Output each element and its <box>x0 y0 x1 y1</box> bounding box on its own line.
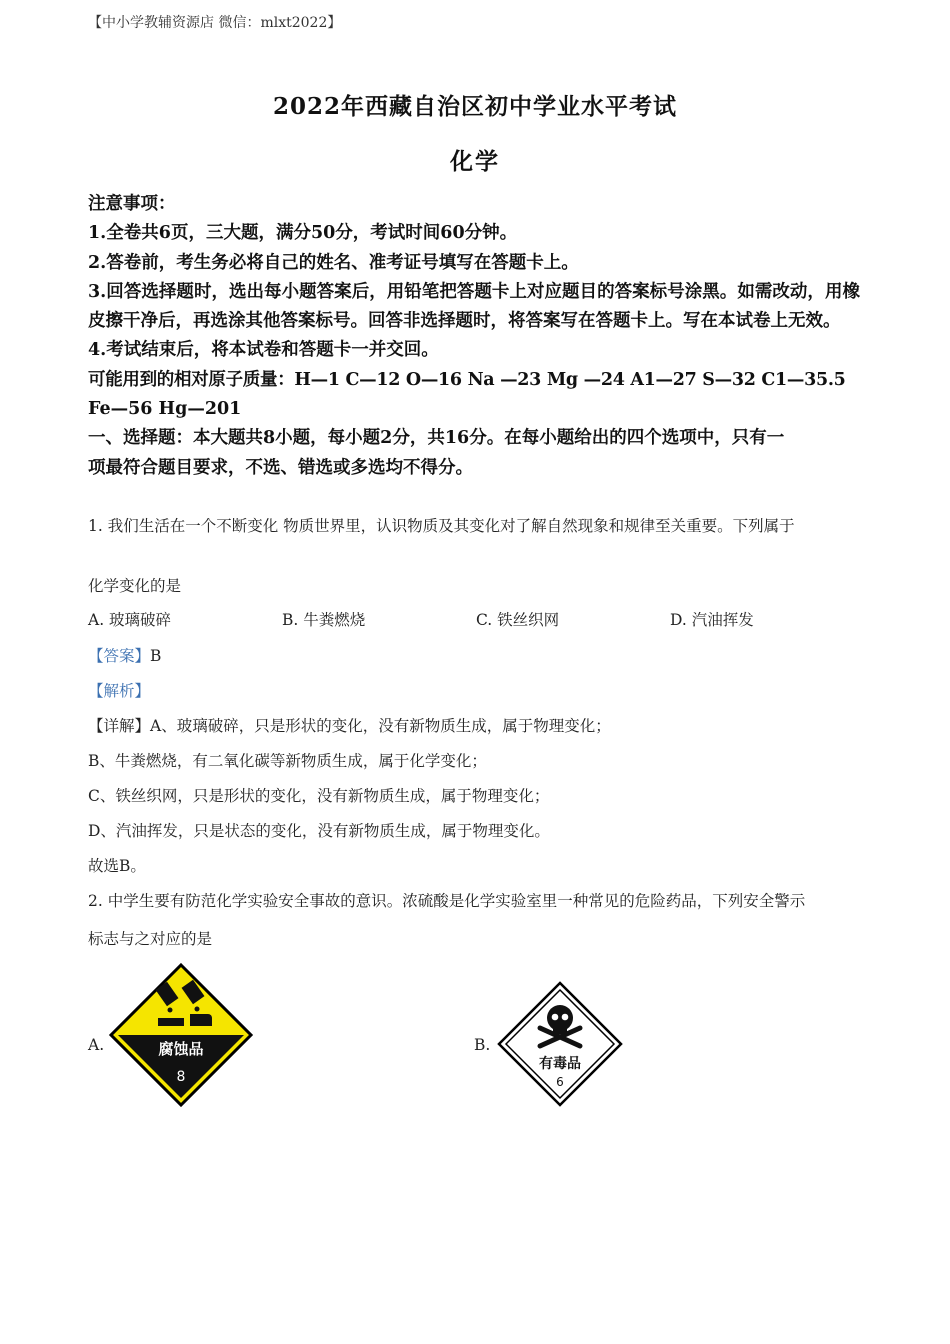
section-instruction-line-2: 项最符合题目要求，不选、错选或多选均不得分。 <box>88 457 473 478</box>
q1-option-b[interactable]: B. 牛粪燃烧 <box>282 611 366 629</box>
q1-detail-line-3: C、铁丝织网，只是形状的变化，没有新物质生成，属于物理变化； <box>88 787 550 805</box>
q1-option-c[interactable]: C. 铁丝织网 <box>476 611 560 629</box>
q2-option-a-label[interactable]: A. <box>88 1036 105 1054</box>
note-item-4: 4.考试结束后，将本试卷和答题卡一并交回。 <box>88 340 439 361</box>
q1-option-d[interactable]: D. 汽油挥发 <box>670 611 754 629</box>
corrosive-sign-number: 8 <box>176 1069 186 1085</box>
exam-title: 2022年西藏自治区初中学业水平考试 <box>272 93 677 120</box>
q1-conclusion: 故选B。 <box>88 857 146 875</box>
q1-option-a[interactable]: A. 玻璃破碎 <box>88 611 172 629</box>
q2-stem-line-1: 2. 中学生要有防范化学实验安全事故的意识。浓硫酸是化学实验室里一种常见的危险药品，下列安全警示 <box>88 892 806 910</box>
note-item-1: 1.全卷共6页，三大题，满分50分，考试时间60分钟。 <box>88 223 518 244</box>
corrosive-sign-text: 腐蚀品 <box>158 1040 204 1058</box>
q1-answer <box>88 644 161 666</box>
q1-stem-line-2: 化学变化的是 <box>88 577 182 595</box>
notes-heading: 注意事项： <box>88 194 176 214</box>
detail-text-a: A、玻璃破碎，只是形状的变化，没有新物质生成，属于物理变化； <box>150 717 611 735</box>
q1-stem-line-1: 1. 我们生活在一个不断变化 物质世界里，认识物质及其变化对了解自然现象和规律至关重要。下列属于 <box>88 517 795 535</box>
corrosive-sign[interactable] <box>108 962 254 1108</box>
q1-detail-line-2: B、牛粪燃烧，有二氧化碳等新物质生成，属于化学变化； <box>88 752 487 770</box>
note-item-3: 3.回答选择题时，选出每小题答案后，用铅笔把答题卡上对应题目的答案标号涂黑。如需改动，用橡皮擦干净后，再选涂其他答案标号。回答非选择题时，将答案写在答题卡上。写在本试卷上无效。 <box>88 281 860 332</box>
toxic-sign-number: 6 <box>556 1075 564 1089</box>
analysis-tag: 【解析】 <box>88 682 151 700</box>
notes-section <box>88 190 860 483</box>
q2-stem-line-2: 标志与之对应的是 <box>88 930 213 948</box>
detail-tag: 【详解】 <box>88 717 151 735</box>
answer-tag: 【答案】 <box>88 647 151 665</box>
section-instruction-line-1: 一、选择题：本大题共8小题，每小题2分，共16分。在每小题给出的四个选项中，只有一 <box>88 428 785 449</box>
toxic-sign-text: 有毒品 <box>539 1056 581 1072</box>
q1-detail-line-1 <box>88 714 611 736</box>
subject-title: 化学 <box>450 148 500 175</box>
atomic-mass-line-1: 可能用到的相对原子质量：H—1 C—12 O—16 Na —23 Mg —24 A1—27 S—32 C1—35.5 <box>88 369 846 390</box>
q1-detail-line-4: D、汽油挥发，只是状态的变化，没有新物质生成，属于物理变化。 <box>88 822 550 840</box>
note-item-2: 2.答卷前，考生务必将自己的姓名、准考证号填写在答题卡上。 <box>88 252 579 273</box>
watermark-header: 【中小学教辅资源店 微信：mlxt2022】 <box>88 15 342 31</box>
q2-option-b-label[interactable]: B. <box>474 1036 491 1054</box>
atomic-mass-line-2: Fe—56 Hg—201 <box>88 399 242 420</box>
toxic-sign[interactable] <box>496 980 624 1108</box>
answer-value: B <box>150 647 162 665</box>
